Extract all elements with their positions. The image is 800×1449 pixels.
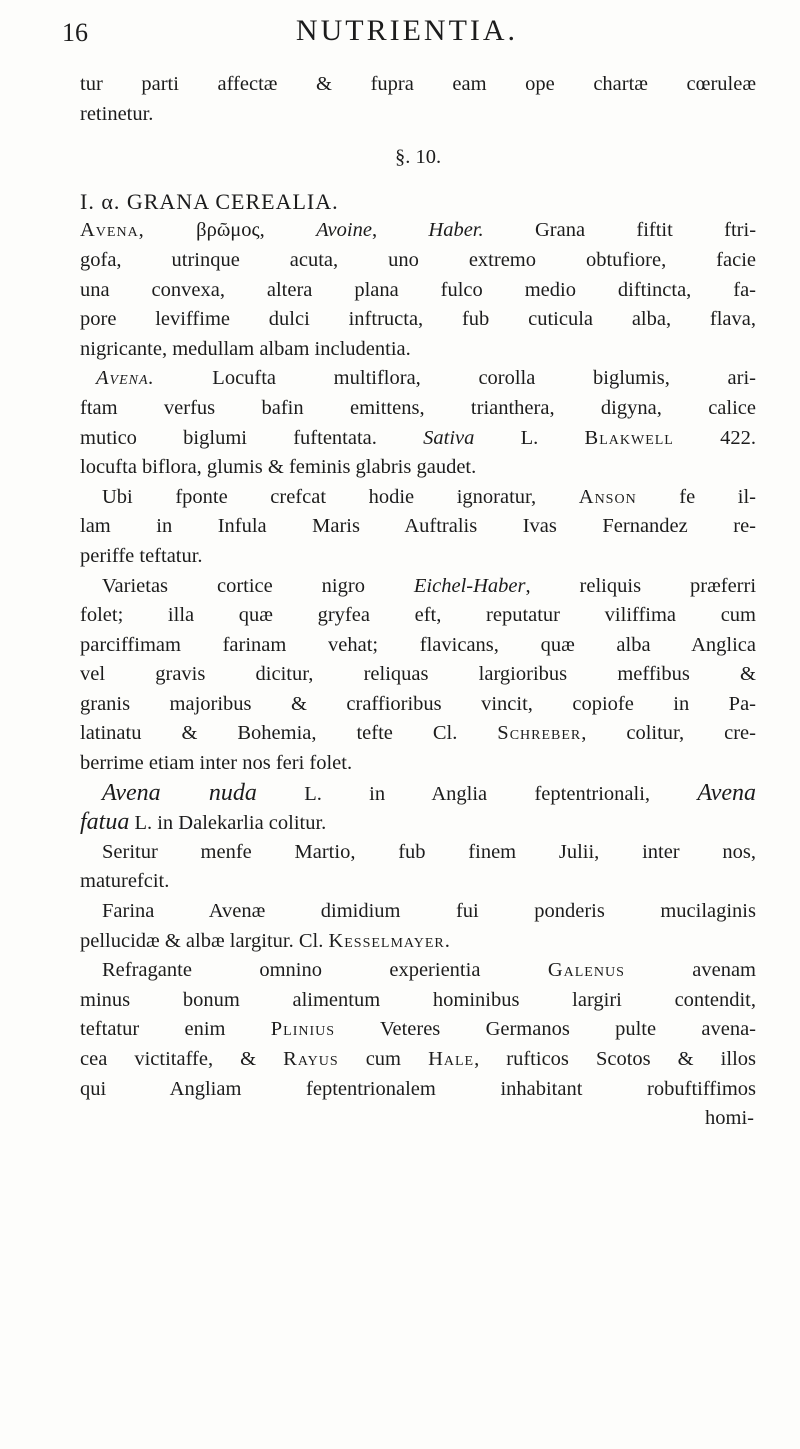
text-line: Varietas cortice nigro Eichel-Haber, reliquis præferri <box>102 574 757 597</box>
body-text <box>80 70 756 1134</box>
text-line: ftam verfus bafin emittens, trianthera, digyna, calice <box>80 396 756 419</box>
page-number: 16 <box>62 18 88 47</box>
text-line: Avena. Locufta multiflora, corolla biglumis, ari- <box>96 367 756 390</box>
text-line: minus bonum alimentum hominibus largiri contendit, <box>80 988 756 1011</box>
running-head: NUTRIENTIA. <box>295 14 519 47</box>
text-line: qui Angliam feptentrionalem inhabitant robuftiffimos <box>80 1077 756 1100</box>
text-line: mutico biglumi fuftentata. Sativa L. Blakwell 422. <box>80 426 756 449</box>
text-line: maturefcit. <box>80 870 170 893</box>
text-line: Seritur menfe Martio, fub finem Julii, inter nos, <box>102 840 756 863</box>
text-line: pellucidæ & albæ largitur. Cl. Kesselmayer. <box>80 929 451 952</box>
text-line: vel gravis dicitur, reliquas largioribus meffibus & <box>80 663 756 686</box>
text-line: Avena, βρῶμος, Avoine, Haber. Grana fiftit ftri- <box>80 219 757 242</box>
text-line: teftatur enim Plinius Veteres Germanos pulte avena- <box>80 1018 756 1041</box>
section-number: §. 10. <box>394 146 442 169</box>
text-line: cea victitaffe, & Rayus cum Hale, rufticos Scotos & illos <box>80 1048 756 1070</box>
text-line: folet; illa quæ gryfea eft, reputatur viliffima cum <box>80 604 756 627</box>
text-line: periffe teftatur. <box>80 544 203 567</box>
text-line: Farina Avenæ dimidium fui ponderis mucilaginis <box>102 900 756 923</box>
text-line: Ubi fponte crefcat hodie ignoratur, Anson fe il- <box>102 485 756 508</box>
text-line: gofa, utrinque acuta, uno extremo obtufiore, facie <box>80 248 756 271</box>
page-header <box>62 14 752 54</box>
section-heading: I. α. GRANA CEREALIA. <box>80 188 339 214</box>
text-line: retinetur. <box>80 102 154 125</box>
text-line: Refragante omnino experientia Galenus avenam <box>102 959 756 982</box>
text-line: Avena nuda L. in Anglia feptentrionali, Avena <box>102 779 757 806</box>
text-line: berrime etiam inter nos feri folet. <box>80 752 353 775</box>
text-line: pore leviffime dulci inftructa, fub cuticula alba, flava, <box>80 308 756 331</box>
text-line: granis majoribus & craffioribus vincit, copiofe in Pa- <box>80 692 756 715</box>
text-line: una convexa, altera plana fulco medio diftincta, fa- <box>80 278 756 301</box>
catchword: homi- <box>705 1107 754 1130</box>
text-line: parciffimam farinam vehat; flavicans, quæ alba Anglica <box>80 633 756 656</box>
text-line: latinatu & Bohemia, tefte Cl. Schreber, colitur, cre- <box>80 722 756 745</box>
text-line: fatua L. in Dalekarlia colitur. <box>80 809 327 836</box>
text-line: tur parti affectæ & fupra eam ope chartæ cœruleæ <box>80 73 756 95</box>
text-line: locufta biflora, glumis & feminis glabris gaudet. <box>80 456 477 479</box>
text-line: lam in Infula Maris Auftralis Ivas Fernandez re- <box>80 515 756 538</box>
text-line: nigricante, medullam albam includentia. <box>80 337 411 360</box>
